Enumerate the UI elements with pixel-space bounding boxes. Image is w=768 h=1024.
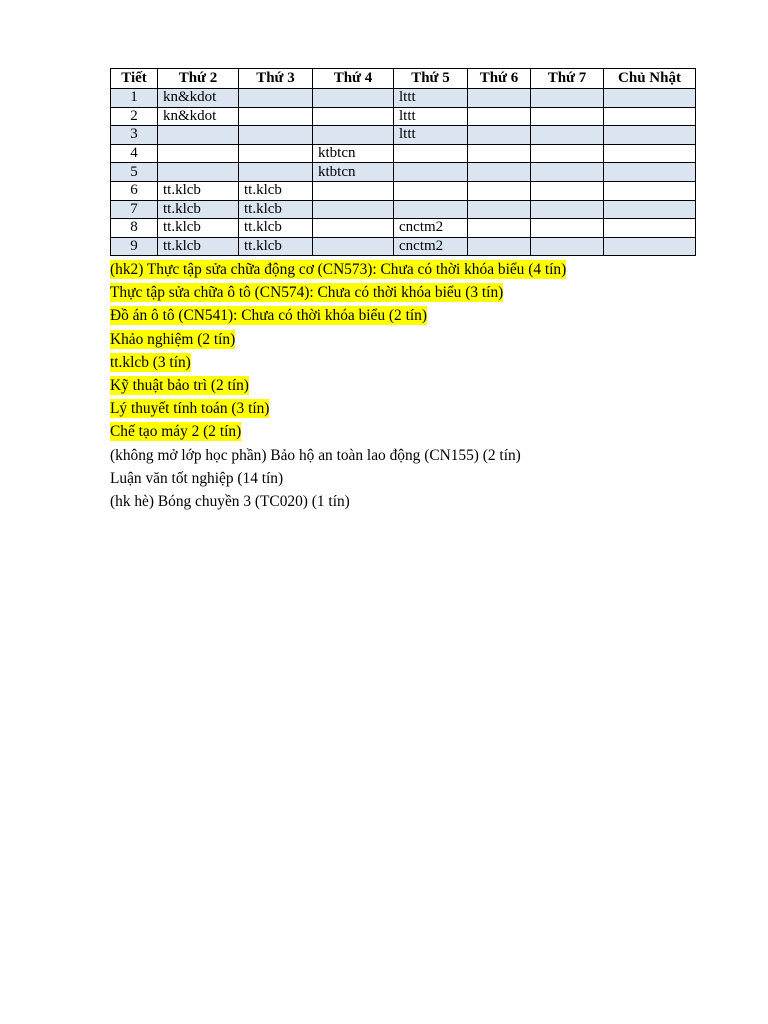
- header-thu-3: Thứ 3: [239, 69, 313, 89]
- schedule-cell: [531, 107, 604, 126]
- header-thu-7: Thứ 7: [531, 69, 604, 89]
- header-thu-6: Thứ 6: [468, 69, 531, 89]
- schedule-cell: tt.klcb: [158, 219, 239, 238]
- period-number-cell: 9: [111, 237, 158, 256]
- schedule-cell: [313, 200, 394, 219]
- course-note: [110, 491, 566, 514]
- schedule-cell: [158, 144, 239, 163]
- schedule-cell: [239, 89, 313, 108]
- course-note: [110, 375, 566, 398]
- schedule-cell: [531, 163, 604, 182]
- schedule-cell: [531, 219, 604, 238]
- schedule-cell: [313, 126, 394, 145]
- schedule-cell: [394, 200, 468, 219]
- table-row: [111, 181, 696, 200]
- schedule-cell: lttt: [394, 107, 468, 126]
- course-note-text: Đồ án ô tô (CN541): Chưa có thời khóa biểu (2 tín): [110, 307, 427, 325]
- period-number-cell: 3: [111, 126, 158, 145]
- schedule-cell: [394, 163, 468, 182]
- course-note: [110, 259, 566, 282]
- schedule-cell: [468, 200, 531, 219]
- schedule-cell: [604, 89, 696, 108]
- schedule-cell: [468, 163, 531, 182]
- schedule-cell: [313, 107, 394, 126]
- course-note: [110, 352, 566, 375]
- schedule-cell: [531, 237, 604, 256]
- table-row: [111, 163, 696, 182]
- schedule-cell: [313, 89, 394, 108]
- table-row: [111, 237, 696, 256]
- header-tiet: Tiết: [111, 69, 158, 89]
- period-number-cell: 1: [111, 89, 158, 108]
- schedule-cell: [239, 163, 313, 182]
- course-note: [110, 445, 566, 468]
- schedule-cell: [531, 89, 604, 108]
- period-number-cell: 8: [111, 219, 158, 238]
- table-header-row: [111, 69, 696, 89]
- header-chu-nhat: Chủ Nhật: [604, 69, 696, 89]
- table-row: [111, 200, 696, 219]
- schedule-cell: kn&kdot: [158, 107, 239, 126]
- course-note-text: Lý thuyết tính toán (3 tín): [110, 400, 270, 418]
- schedule-cell: [604, 219, 696, 238]
- schedule-cell: [531, 126, 604, 145]
- period-number-cell: 5: [111, 163, 158, 182]
- schedule-cell: ktbtcn: [313, 144, 394, 163]
- schedule-table: [110, 68, 696, 256]
- schedule-cell: [468, 219, 531, 238]
- header-thu-2: Thứ 2: [158, 69, 239, 89]
- schedule-cell: kn&kdot: [158, 89, 239, 108]
- period-number-cell: 6: [111, 181, 158, 200]
- schedule-cell: tt.klcb: [158, 181, 239, 200]
- schedule-cell: cnctm2: [394, 237, 468, 256]
- schedule-cell: [604, 126, 696, 145]
- schedule-cell: [604, 237, 696, 256]
- table-row: [111, 107, 696, 126]
- course-notes: [110, 259, 566, 514]
- table-row: [111, 126, 696, 145]
- course-note: [110, 329, 566, 352]
- course-note: [110, 398, 566, 421]
- schedule-cell: [604, 163, 696, 182]
- schedule-cell: [468, 237, 531, 256]
- schedule-cell: [468, 181, 531, 200]
- course-note: [110, 421, 566, 444]
- table-row: [111, 144, 696, 163]
- schedule-cell: cnctm2: [394, 219, 468, 238]
- schedule-cell: [604, 200, 696, 219]
- course-note: [110, 468, 566, 491]
- period-number-cell: 4: [111, 144, 158, 163]
- schedule-cell: [531, 181, 604, 200]
- course-note-text: Kỹ thuật bảo trì (2 tín): [110, 376, 249, 394]
- schedule-cell: ktbtcn: [313, 163, 394, 182]
- header-thu-5: Thứ 5: [394, 69, 468, 89]
- schedule-cell: [468, 144, 531, 163]
- schedule-cell: tt.klcb: [158, 237, 239, 256]
- schedule-cell: tt.klcb: [239, 200, 313, 219]
- schedule-cell: lttt: [394, 89, 468, 108]
- header-thu-4: Thứ 4: [313, 69, 394, 89]
- schedule-cell: tt.klcb: [158, 200, 239, 219]
- schedule-cell: [158, 163, 239, 182]
- schedule-cell: [531, 200, 604, 219]
- course-note: [110, 305, 566, 328]
- schedule-cell: [394, 181, 468, 200]
- course-note-text: Thực tập sửa chữa ô tô (CN574): Chưa có thời khóa biểu (3 tín): [110, 284, 504, 302]
- schedule-cell: [313, 219, 394, 238]
- schedule-cell: [604, 181, 696, 200]
- course-note-text: Khảo nghiệm (2 tín): [110, 330, 236, 348]
- course-note-text: (hk2) Thực tập sửa chữa động cơ (CN573): Chưa có thời khóa biểu (4 tín): [110, 261, 567, 278]
- table-row: [111, 219, 696, 238]
- schedule-cell: [394, 144, 468, 163]
- course-note-text: Luận văn tốt nghiệp (14 tín): [110, 469, 284, 487]
- schedule-cell: [239, 126, 313, 145]
- schedule-cell: tt.klcb: [239, 237, 313, 256]
- course-note-text: tt.klcb (3 tín): [110, 353, 191, 371]
- course-note-text: Chế tạo máy 2 (2 tín): [110, 423, 242, 441]
- schedule-cell: [604, 144, 696, 163]
- schedule-cell: [313, 181, 394, 200]
- schedule-cell: [239, 107, 313, 126]
- period-number-cell: 2: [111, 107, 158, 126]
- schedule-cell: [468, 126, 531, 145]
- schedule-cell: [531, 144, 604, 163]
- schedule-cell: [158, 126, 239, 145]
- schedule-cell: [468, 107, 531, 126]
- table-row: [111, 89, 696, 108]
- course-note-text: (hk hè) Bóng chuyền 3 (TC020) (1 tín): [110, 492, 350, 510]
- schedule-cell: tt.klcb: [239, 219, 313, 238]
- course-note-text: (không mở lớp học phần) Bảo hộ an toàn lao động (CN155) (2 tín): [110, 446, 521, 464]
- period-number-cell: 7: [111, 200, 158, 219]
- course-note: [110, 282, 566, 305]
- schedule-cell: tt.klcb: [239, 181, 313, 200]
- schedule-cell: lttt: [394, 126, 468, 145]
- schedule-cell: [313, 237, 394, 256]
- schedule-cell: [239, 144, 313, 163]
- schedule-cell: [468, 89, 531, 108]
- schedule-body: [111, 89, 696, 256]
- schedule-cell: [604, 107, 696, 126]
